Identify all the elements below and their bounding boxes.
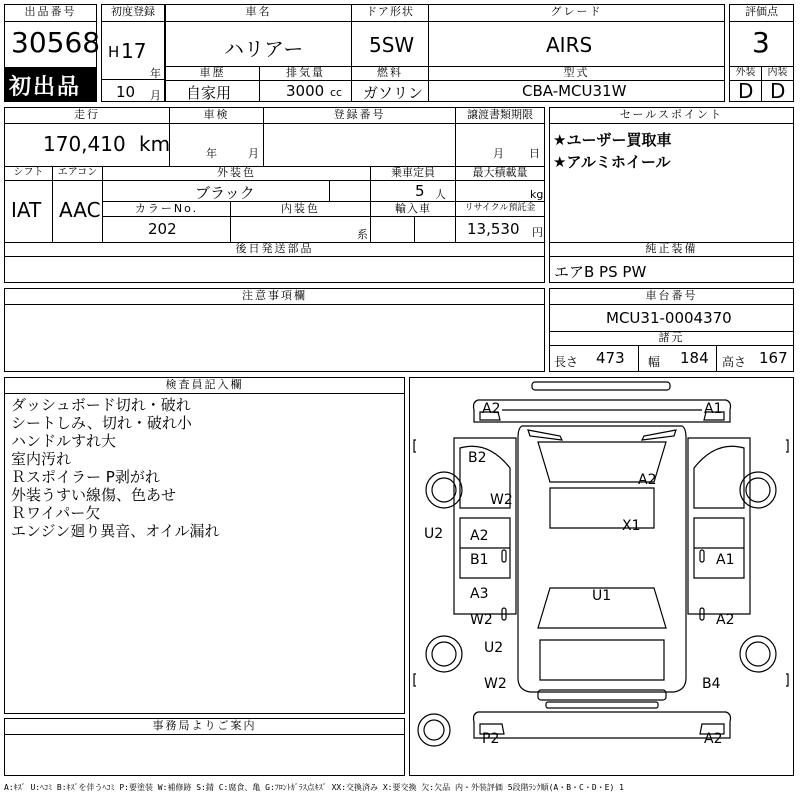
first-reg-box [101,4,165,102]
lot-number: 30568 [11,26,101,59]
damage-mark: B1 [470,552,489,568]
model-value: CBA-MCU31W [522,82,627,100]
office-box [4,718,405,776]
import-label: 輸入車 [371,202,456,217]
int-color-unit: 系 [357,228,368,241]
shift-label: シフト [5,166,53,181]
capacity-label: 乗車定員 [371,166,456,181]
sales-points-label: セールスポイント [550,108,793,124]
exterior-grade-label: 外装 [730,66,762,81]
inspector-lines [11,396,220,540]
damage-mark: A1 [704,401,723,417]
width-label: 幅 [648,355,661,369]
inspector-line: 外装うすい線傷、色あせ [11,486,177,504]
model-label: 型式 [429,66,724,81]
damage-mark: A2 [470,528,489,544]
damage-mark: A1 [716,552,735,568]
damage-mark: U2 [484,640,504,656]
displacement-unit: cc [330,86,343,99]
dimensions-label: 諸元 [550,331,793,346]
color-no-label: カラーNo. [103,202,231,217]
transfer-docs-label: 譲渡書類期限 [456,108,544,124]
interior-grade-value: D [770,79,786,103]
mileage-value: 170,410 [43,132,126,156]
inspector-line: Ｒスポイラー P剥がれ [11,468,160,486]
recycle-unit: 円 [532,226,543,239]
inspector-line: 室内汚れ [11,450,72,468]
height-label: 高さ [722,355,747,369]
inspector-line: Ｒワイパー欠 [11,504,101,522]
transfer-month-unit: 月 [493,147,504,160]
car-outline-diagram [410,378,793,775]
fuel-label: 燃料 [352,66,429,81]
reg-number-label: 登録番号 [264,108,456,124]
legend-text: A:ｷｽﾞ U:ﾍｺﾐ B:ｷｽﾞを伴うﾍｺﾐ P:要塗装 W:補修跡 S:錆 C:腐食、亀 G:ﾌﾛﾝﾄｶﾞﾗｽ点ｷｽﾞ XX:交換済み X:要交換 欠:欠品 内・外装評価 5段階ﾗﾝｸ順(A・B・C・D・E) 1 [4,783,624,792]
equipment-label: 純正装備 [550,242,793,257]
sales-points-box [549,107,794,283]
first-reg-month-unit: 月 [150,89,161,102]
inspector-line: エンジン廻り異音、オイル漏れ [11,522,220,540]
aircon-label: エアコン [53,166,103,181]
damage-mark: A2 [704,731,723,747]
width-value: 184 [680,349,709,367]
displacement-label: 排気量 [260,66,352,81]
damage-mark: U2 [424,526,444,542]
sales-point-item: ★ユーザー買取車 [553,131,672,149]
first-reg-month: 10 [116,83,136,101]
grade-label: グレード [429,5,724,22]
recycle-label: リサイクル預託金 [456,202,544,217]
inspection-label: 車検 [170,108,264,124]
damage-mark: B4 [702,676,721,692]
notes-label: 注意事項欄 [5,289,544,305]
later-parts-label: 後日発送部品 [5,242,544,257]
max-load-label: 最大積載量 [456,166,544,181]
damage-mark: X1 [622,518,641,534]
capacity-unit: 人 [435,188,446,201]
chassis-value: MCU31-0004370 [606,309,732,327]
spec-table-top [165,4,725,102]
damage-mark: W2 [470,612,493,628]
mileage-unit: km [139,132,171,156]
int-color-label: 内装色 [231,202,371,217]
door-label: ドア形状 [352,5,429,22]
length-value: 473 [596,349,625,367]
damage-mark: W2 [490,492,513,508]
damage-mark: P2 [482,731,500,747]
color-no-value: 202 [148,220,177,238]
displacement-value: 3000 [286,82,325,100]
history-value: 自家用 [186,84,232,102]
transfer-day-unit: 日 [529,147,540,160]
inspection-year-unit: 年 [206,147,217,160]
chassis-box [549,288,794,372]
inspector-label: 検査員記入欄 [5,378,404,394]
score-label: 評価点 [730,5,793,22]
length-label: 長さ [554,355,579,369]
notes-box [4,288,545,372]
inspector-line: シートしみ、切れ・破れ小 [11,414,192,432]
damage-mark: W2 [484,676,507,692]
first-listing-text: 初出品 [9,75,82,100]
damage-mark: U1 [592,588,612,604]
ext-color-label: 外装色 [103,166,371,181]
damage-mark: A2 [482,401,501,417]
score-box [729,4,794,102]
first-reg-year-unit: 年 [150,67,161,80]
score-value: 3 [752,26,770,59]
damage-mark: B2 [468,450,487,466]
capacity-value: 5 [415,182,425,200]
first-reg-era: H [108,43,120,61]
office-label: 事務局よりご案内 [5,719,404,735]
door-value: 5SW [369,33,415,57]
lot-box [4,4,101,102]
car-name-value: ハリアー [224,37,304,61]
exterior-grade-value: D [738,79,754,103]
history-label: 車歴 [166,66,260,81]
first-listing-badge [5,67,96,101]
first-reg-year: 17 [121,39,147,63]
lot-label: 出品番号 [5,5,96,22]
height-value: 167 [759,349,788,367]
car-name-label: 車名 [166,5,352,22]
damage-diagram [409,377,794,776]
inspector-line: ダッシュボード切れ・破れ [11,396,191,414]
details-table [4,107,545,283]
damage-mark: A3 [470,586,489,602]
inspection-month-unit: 月 [248,147,259,160]
recycle-value: 13,530 [467,220,520,238]
ext-color-value: ブラック [195,184,255,202]
grade-value: AIRS [546,33,593,57]
chassis-label: 車台番号 [550,289,793,305]
max-load-unit: kg [530,188,544,201]
shift-value: IAT [11,198,42,222]
interior-grade-label: 内装 [762,66,793,81]
equipment-value: エアB PS PW [554,263,647,281]
mileage-label: 走行 [5,108,170,124]
damage-mark: A2 [638,472,657,488]
inspector-line: ハンドルすれ大 [11,432,117,450]
damage-mark: A2 [716,612,735,628]
fuel-value: ガソリン [363,84,424,102]
aircon-value: AAC [59,198,101,222]
inspector-box [4,377,405,714]
first-reg-label: 初度登録 [102,5,164,22]
sales-point-item: ★アルミホイール [553,153,671,171]
